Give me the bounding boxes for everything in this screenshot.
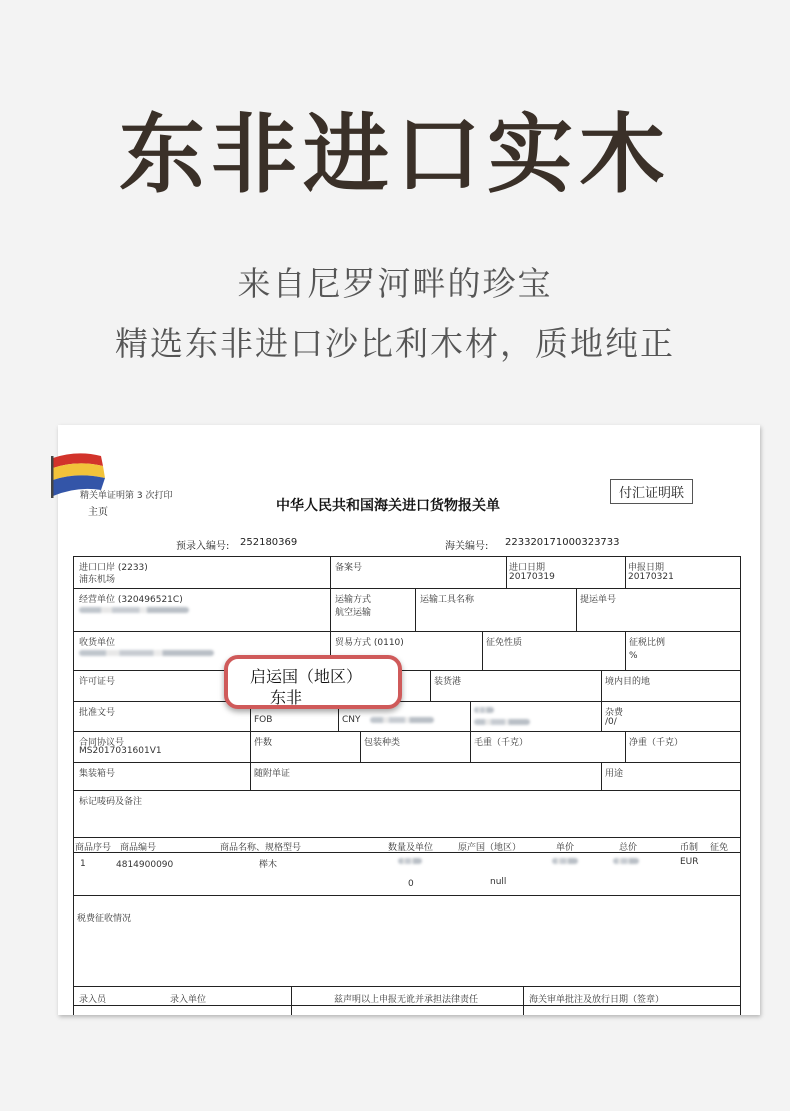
- tax-ratio-value: %: [629, 651, 638, 661]
- cell-divider: [601, 762, 602, 790]
- origin-country-callout: [224, 655, 402, 709]
- cell-divider: [576, 588, 577, 631]
- pieces-label: 件数: [254, 738, 273, 748]
- customs-number-label: 海关编号:: [445, 541, 489, 552]
- row-divider: [73, 1005, 740, 1006]
- goods-header-divider: [73, 852, 740, 853]
- column-exemption: 征免: [710, 843, 729, 853]
- consignee-label: 收货单位: [79, 638, 116, 648]
- customs-declaration-document: [58, 425, 760, 1015]
- row-divider: [73, 837, 740, 838]
- row-divider: [73, 986, 740, 987]
- bill-number-label: 提运单号: [580, 595, 617, 605]
- callout-origin-label: 启运国（地区）: [250, 667, 363, 686]
- cell-divider: [625, 731, 626, 762]
- redacted-consignee: [79, 650, 214, 656]
- row-divider: [73, 731, 740, 732]
- import-date-label: 进口日期: [509, 563, 546, 573]
- redacted-field: [474, 707, 494, 713]
- cell-divider: [470, 731, 471, 762]
- row-divider: [73, 631, 740, 632]
- column-commodity-name: 商品名称、规格型号: [220, 843, 302, 853]
- record-number-label: 备案号: [335, 563, 363, 573]
- cell-divider: [470, 701, 471, 731]
- table-border-left: [73, 556, 74, 1015]
- approval-label: 批准文号: [79, 708, 116, 718]
- redacted-amount: [370, 717, 434, 723]
- transport-mode-label: 运输方式: [335, 595, 372, 605]
- destination-label: 境内目的地: [605, 677, 651, 687]
- entry-clerk-label: 录入员: [79, 995, 107, 1005]
- misc-fee-value: /0/: [605, 717, 617, 727]
- cell-divider: [360, 731, 361, 762]
- cell-divider: [601, 670, 602, 701]
- cell-divider: [330, 556, 331, 631]
- print-count-text: 精关单证明第 3 次打印: [80, 491, 173, 501]
- cell-divider: [415, 588, 416, 631]
- goods-row-code: 4814900090: [116, 860, 174, 870]
- payment-proof-stamp: 付汇证明联: [610, 479, 693, 504]
- contract-label: 合同协议号: [79, 738, 125, 748]
- statement-text: 兹声明以上申报无讹并承担法律责任: [334, 995, 479, 1005]
- contract-number: MS2017031601V1: [79, 746, 162, 756]
- customs-number: 223320171000323733: [505, 537, 620, 548]
- transport-mode-value: 航空运输: [335, 608, 372, 618]
- operator-label: 经营单位 (320496521C): [79, 595, 183, 605]
- license-label: 许可证号: [79, 677, 116, 687]
- cell-divider: [506, 556, 507, 588]
- row-divider: [73, 762, 740, 763]
- cell-divider: [250, 762, 251, 790]
- net-weight-label: 净重（千克）: [629, 738, 684, 748]
- cell-divider: [291, 986, 292, 1015]
- declare-date-label: 申报日期: [628, 563, 665, 573]
- container-label: 集装箱号: [79, 769, 116, 779]
- package-type-label: 包装种类: [364, 738, 401, 748]
- column-item-number: 商品序号: [75, 843, 112, 853]
- table-border-top: [73, 556, 740, 557]
- row-divider: [73, 790, 740, 791]
- cell-divider: [523, 986, 524, 1015]
- cell-divider: [482, 631, 483, 670]
- column-unit-price: 单价: [556, 843, 575, 853]
- redacted-total-price: [613, 858, 639, 864]
- goods-row-currency: EUR: [680, 857, 699, 867]
- fob-value: FOB: [254, 715, 273, 725]
- form-title: 中华人民共和国海关进口货物报关单: [276, 498, 500, 514]
- trade-mode-label: 贸易方式 (0110): [335, 638, 404, 648]
- pre-entry-number: 252180369: [240, 537, 298, 548]
- tax-nature-label: 征免性质: [486, 638, 523, 648]
- cell-divider: [250, 731, 251, 762]
- import-date-value: 20170319: [509, 572, 555, 582]
- cell-divider: [625, 556, 626, 588]
- home-label: 主页: [88, 507, 108, 518]
- column-quantity: 数量及单位: [388, 843, 434, 853]
- tax-ratio-label: 征税比例: [629, 638, 666, 648]
- goods-row-zero: 0: [408, 879, 414, 889]
- goods-row-item: 1: [80, 859, 86, 869]
- redacted-quantity: [398, 858, 422, 864]
- callout-origin-value: 东非: [270, 688, 303, 707]
- redacted-operator: [79, 607, 189, 613]
- row-divider: [73, 588, 740, 589]
- goods-row-null: null: [490, 877, 507, 887]
- column-commodity-code: 商品编号: [120, 843, 157, 853]
- table-border-right: [740, 556, 741, 1015]
- entry-unit-label: 录入单位: [170, 995, 207, 1005]
- redacted-field: [474, 719, 530, 725]
- cell-divider: [430, 670, 431, 701]
- pre-entry-label: 预录入编号:: [176, 541, 230, 552]
- row-divider: [73, 895, 740, 896]
- row-divider: [73, 701, 740, 702]
- tax-status-label: 税费征收情况: [77, 914, 132, 924]
- goods-row-name: 榉木: [259, 860, 278, 870]
- loading-port-label: 装货港: [434, 677, 462, 687]
- import-port-value: 浦东机场: [79, 575, 116, 585]
- redacted-unit-price: [552, 858, 578, 864]
- cny-value: CNY: [342, 715, 361, 725]
- headline: 东非进口实木: [119, 105, 671, 205]
- flag-icon: [49, 452, 107, 500]
- misc-fee-label: 杂费: [605, 708, 624, 718]
- subtitle-origin: 来自尼罗河畔的珍宝: [237, 264, 553, 303]
- transport-tool-label: 运输工具名称: [420, 595, 475, 605]
- attached-docs-label: 随附单证: [254, 769, 291, 779]
- import-port-label: 进口口岸 (2233): [79, 563, 148, 573]
- declare-date-value: 20170321: [628, 572, 674, 582]
- cell-divider: [601, 701, 602, 731]
- column-currency: 币制: [680, 843, 699, 853]
- gross-weight-label: 毛重（千克）: [474, 738, 529, 748]
- column-origin: 原产国（地区）: [458, 843, 522, 853]
- marks-label: 标记唛码及备注: [79, 797, 143, 807]
- subtitle-description: 精选东非进口沙比利木材，质地纯正: [115, 324, 675, 363]
- use-label: 用途: [605, 769, 624, 779]
- cell-divider: [625, 631, 626, 670]
- customs-approval-label: 海关审单批注及放行日期（签章）: [529, 995, 665, 1005]
- row-divider: [73, 670, 740, 671]
- column-total-price: 总价: [619, 843, 638, 853]
